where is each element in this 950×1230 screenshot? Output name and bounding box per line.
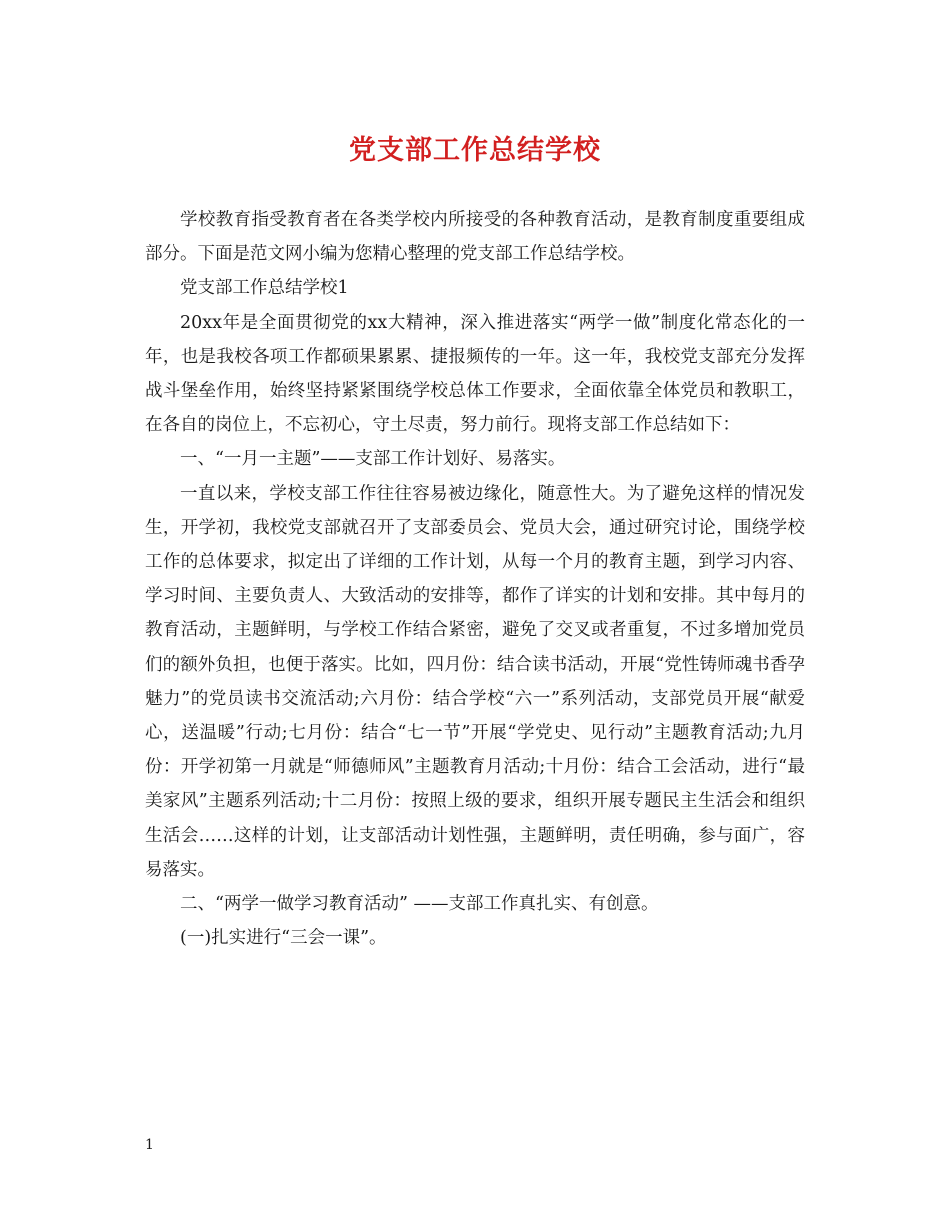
summary-paragraph: 20xx年是全面贯彻党的xx大精神，深入推进落实“两学一做”制度化常态化的一年，也是我校各项工作都硕果累累、捷报频传的一年。这一年，我校党支部充分发挥战斗堡垒作用，始终坚持紧紧围绕学校总体工作要求，全面依靠全体党员和教职工，在各自的岗位上，不忘初心，守土尽责，努力前行。现将支部工作总结如下：	[145, 312, 805, 436]
subheading-two-one: (一)扎实进行“三会一课”。	[180, 928, 387, 949]
section-heading-1: 党支部工作总结学校1	[180, 278, 349, 299]
subheading-two: 二、“两学一做学习教育活动” ——支部工作真扎实、有创意。	[180, 894, 659, 915]
page-number: 1	[145, 1137, 154, 1153]
document-body	[145, 203, 805, 955]
plan-paragraph: 一直以来，学校支部工作往往容易被边缘化，随意性大。为了避免这样的情况发生，开学初，我校党支部就召开了支部委员会、党员大会，通过研究讨论，围绕学校工作的总体要求，拟定出了详细的工作计划，从每一个月的教育主题，到学习内容、学习时间、主要负责人、大致活动的安排等，都作了详实的计划和安排。其中每月的教育活动，主题鲜明，与学校工作结合紧密，避免了交叉或者重复，不过多增加党员们的额外负担，也便于落实。比如，四月份：结合读书活动，开展“党性铸师魂书香孕魅力”的党员读书交流活动;六月份：结合学校“六一”系列活动，支部党员开展“献爱心，送温暖”行动;七月份：结合“七一节”开展“学党史、见行动”主题教育活动;九月份：开学初第一月就是“师德师风”主题教育月活动;十月份：结合工会活动，进行“最美家风”主题系列活动;十二月份：按照上级的要求，组织开展专题民主生活会和组织生活会……这样的计划，让支部活动计划性强，主题鲜明，责任明确，参与面广，容易落实。	[145, 483, 805, 880]
subheading-one: 一、“一月一主题”——支部工作计划好、易落实。	[180, 449, 566, 470]
document-title: 党支部工作总结学校	[349, 135, 601, 166]
intro-paragraph: 学校教育指受教育者在各类学校内所接受的各种教育活动，是教育制度重要组成部分。下面是范文网小编为您精心整理的党支部工作总结学校。	[145, 210, 805, 265]
